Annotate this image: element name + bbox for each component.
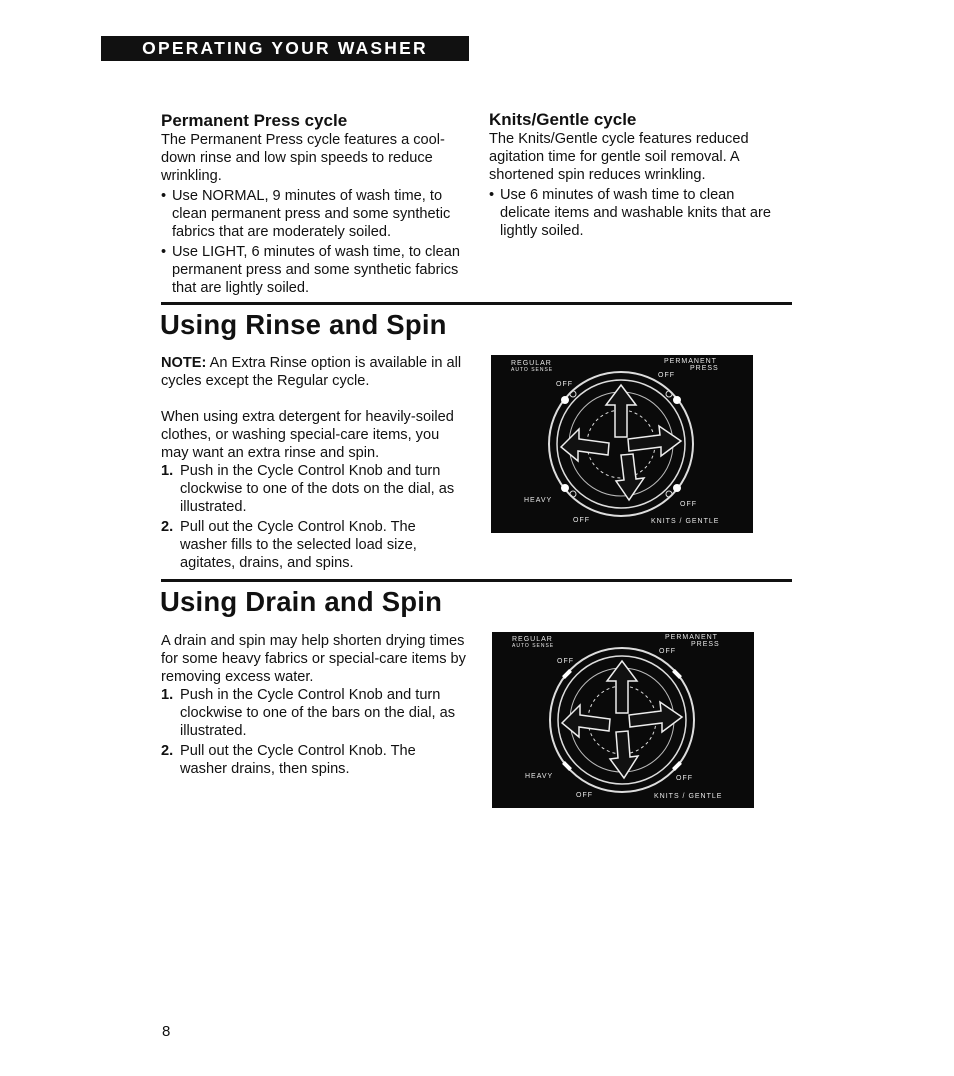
dial-label-press: PRESS bbox=[690, 365, 719, 372]
permanent-press-heading: Permanent Press cycle bbox=[161, 111, 348, 130]
dial-label-off: OFF bbox=[658, 372, 675, 379]
dial-label-permanent: PERMANENT bbox=[664, 358, 717, 365]
permanent-press-body bbox=[161, 131, 461, 299]
rinse-spin-body bbox=[161, 354, 466, 572]
step-number: 2. bbox=[161, 519, 174, 535]
section-divider bbox=[161, 579, 792, 582]
list-item bbox=[161, 742, 466, 778]
knits-gentle-intro: The Knits/Gentle cycle features reduced agitation time for gentle soil removal. A shortened spin reduces wrinkling. bbox=[489, 131, 749, 183]
list-item: • Use LIGHT, 6 minutes of wash time, to clean permanent press and some synthetic fabrics that are lightly soiled. bbox=[161, 243, 461, 297]
dial-label-regular: REGULAR bbox=[511, 360, 552, 367]
note-label: NOTE: bbox=[161, 355, 207, 371]
step-text: Push in the Cycle Control Knob and turn clockwise to one of the bars on the dial, as illustrated. bbox=[180, 687, 456, 739]
drain-spin-heading: Using Drain and Spin bbox=[160, 586, 443, 617]
drain-spin-paragraph: A drain and spin may help shorten drying times for some heavy fabrics or special-care items by removing excess water. bbox=[161, 633, 466, 685]
list-item: • Use NORMAL, 9 minutes of wash time, to clean permanent press and some synthetic fabrics that are moderately soiled. bbox=[161, 187, 461, 241]
dial-label-off: OFF bbox=[576, 792, 593, 799]
drain-spin-steps bbox=[161, 686, 466, 778]
knits-gentle-heading: Knits/Gentle cycle bbox=[489, 110, 637, 129]
section-divider bbox=[161, 302, 792, 305]
dial-label-heavy: HEAVY bbox=[525, 773, 554, 780]
permanent-press-intro: The Permanent Press cycle features a cool-down rinse and low spin speeds to reduce wrinkling. bbox=[161, 132, 445, 184]
dial-label-permanent: PERMANENT bbox=[665, 634, 718, 641]
rinse-spin-paragraph: When using extra detergent for heavily-soiled clothes, or washing special-care items, you may want an extra rinse and spin. bbox=[161, 409, 454, 461]
rinse-spin-note bbox=[161, 354, 466, 390]
dial-label-off: OFF bbox=[680, 501, 697, 508]
step-number: 1. bbox=[161, 463, 174, 479]
knits-gentle-body bbox=[489, 130, 787, 242]
dial-label-knits-gentle: KNITS / GENTLE bbox=[651, 518, 720, 525]
list-item: • Use 6 minutes of wash time to clean delicate items and washable knits that are lightly soiled. bbox=[489, 186, 787, 240]
list-item bbox=[161, 518, 466, 572]
page-number: 8 bbox=[162, 1023, 171, 1040]
dial-label-off: OFF bbox=[557, 658, 574, 665]
step-number: 2. bbox=[161, 743, 174, 759]
dial-label-heavy: HEAVY bbox=[524, 497, 553, 504]
dial-label-press: PRESS bbox=[691, 641, 720, 648]
dial-label-knits-gentle: KNITS / GENTLE bbox=[654, 793, 723, 800]
section-banner: OPERATING YOUR WASHER bbox=[101, 36, 469, 61]
cycle-dial-illustration-dots bbox=[491, 355, 753, 533]
rinse-spin-steps bbox=[161, 462, 466, 572]
step-text: Pull out the Cycle Control Knob. The washer fills to the selected load size, agitates, drains, and spins. bbox=[180, 519, 417, 571]
dial-label-off: OFF bbox=[676, 775, 693, 782]
dial-drawing bbox=[492, 632, 754, 808]
drain-spin-body bbox=[161, 632, 466, 778]
step-text: Push in the Cycle Control Knob and turn clockwise to one of the dots on the dial, as illustrated. bbox=[180, 463, 455, 515]
rinse-spin-heading: Using Rinse and Spin bbox=[160, 309, 447, 340]
list-item bbox=[161, 462, 466, 516]
dial-label-regular: REGULAR bbox=[512, 636, 553, 643]
permanent-press-bullets bbox=[161, 187, 461, 297]
dial-label-off: OFF bbox=[556, 381, 573, 388]
cycle-dial-illustration-bars bbox=[492, 632, 754, 808]
knits-gentle-bullets bbox=[489, 186, 787, 240]
dial-label-off: OFF bbox=[573, 517, 590, 524]
list-item bbox=[161, 686, 466, 740]
step-number: 1. bbox=[161, 687, 174, 703]
dial-label-off: OFF bbox=[659, 648, 676, 655]
dial-label-autosense: AUTO SENSE bbox=[511, 367, 554, 373]
dial-drawing bbox=[491, 355, 753, 533]
step-text: Pull out the Cycle Control Knob. The washer drains, then spins. bbox=[180, 743, 416, 777]
note-text: An Extra Rinse option is available in all cycles except the Regular cycle. bbox=[161, 355, 462, 389]
dial-label-autosense: AUTO SENSE bbox=[512, 643, 555, 649]
